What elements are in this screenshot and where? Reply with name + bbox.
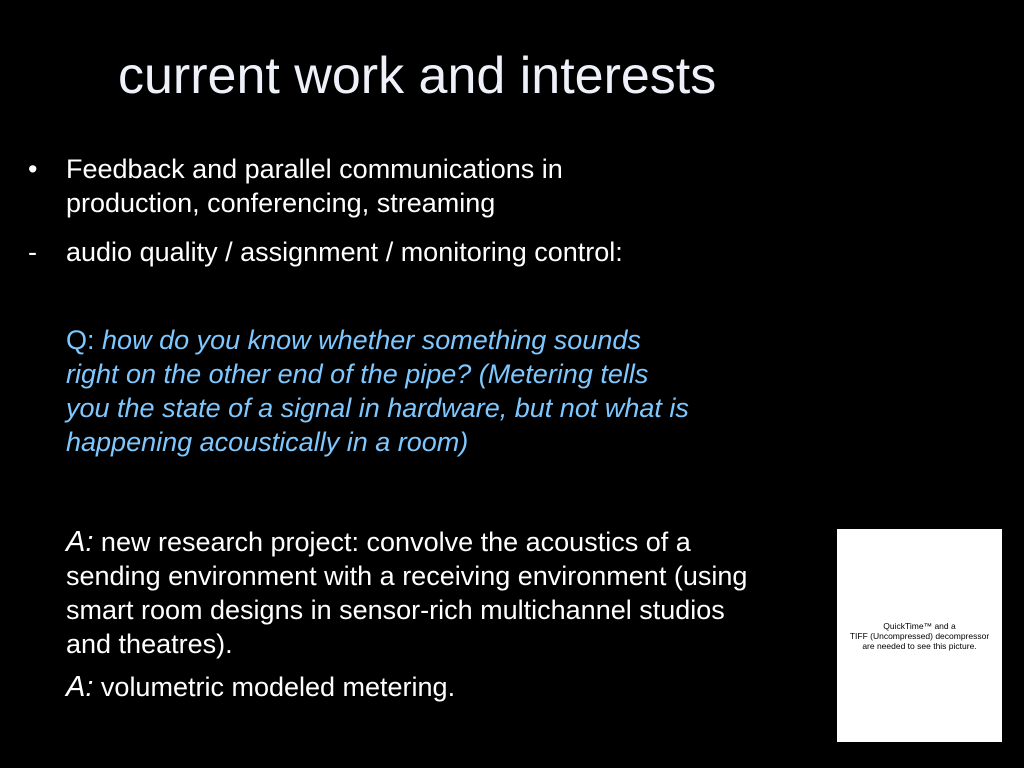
- question-text: how do you know whether something sounds: [102, 325, 641, 355]
- placeholder-line: TIFF (Uncompressed) decompressor: [849, 630, 990, 641]
- answer-line: [66, 525, 747, 559]
- bullet-marker: •: [28, 154, 38, 184]
- bullet-line: Feedback and parallel communications in: [66, 154, 563, 184]
- question-line: happening acoustically in a room): [66, 427, 469, 457]
- bullet-line: production, conferencing, streaming: [66, 188, 496, 218]
- slide-title: current work and interests: [118, 47, 717, 105]
- question-line: [66, 323, 689, 357]
- placeholder-line: QuickTime™ and a: [883, 620, 956, 631]
- answer-line: sending environment with a receiving environment (using: [66, 561, 748, 591]
- bullet-item-feedback: [66, 152, 563, 220]
- answer-block-research: [66, 525, 747, 661]
- answer-block-metering: [66, 670, 455, 704]
- question-label: Q:: [66, 325, 95, 355]
- answer-text: new research project: convolve the acoustics of a: [100, 527, 691, 557]
- dash-marker: -: [28, 237, 37, 267]
- answer-line: smart room designs in sensor-rich multichannel studios: [66, 595, 725, 625]
- missing-picture-placeholder: [837, 529, 1002, 742]
- answer-label: A:: [66, 526, 94, 558]
- placeholder-line: are needed to see this picture.: [862, 640, 977, 651]
- bullet-line: audio quality / assignment / monitoring control:: [66, 237, 623, 267]
- answer-line: and theatres).: [66, 629, 233, 659]
- bullet-item-audio-quality: [66, 235, 623, 269]
- question-block: [66, 323, 689, 459]
- answer-label: A:: [66, 671, 94, 703]
- question-line: you the state of a signal in hardware, but not what is: [66, 393, 689, 423]
- question-line: right on the other end of the pipe? (Metering tells: [66, 359, 649, 389]
- answer-text: volumetric modeled metering.: [100, 672, 456, 702]
